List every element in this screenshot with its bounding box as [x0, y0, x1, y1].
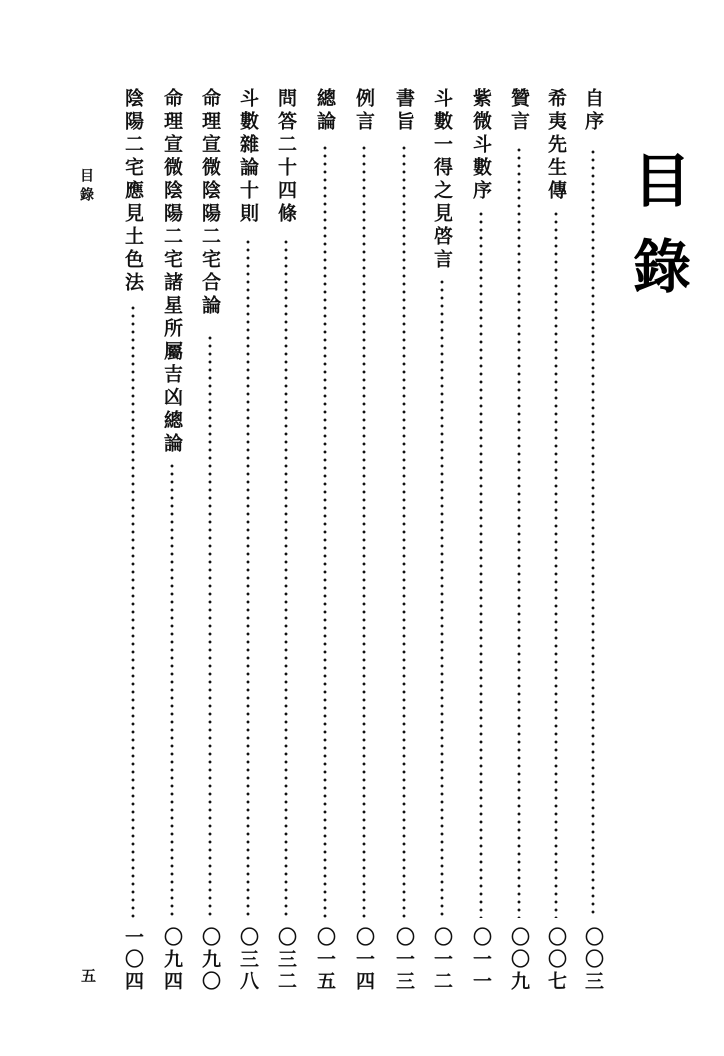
page-number: 五: [79, 968, 97, 983]
toc-entry-title: 希夷先生傳: [545, 88, 567, 203]
dot-leader: [131, 304, 135, 918]
toc-entry: [118, 88, 148, 993]
toc-entry: [233, 88, 263, 993]
toc-entry: [578, 88, 608, 993]
toc-entry: [541, 88, 571, 993]
toc-entry: [427, 88, 457, 993]
toc-entry: [349, 88, 379, 993]
toc-entry-page: 〇九〇: [199, 927, 221, 993]
toc-entry-page: 〇一一: [470, 927, 492, 993]
toc-entry-page: 〇九四: [161, 927, 183, 993]
toc-entry-page: 〇一五: [314, 927, 336, 993]
dot-leader: [323, 144, 327, 918]
toc-entry: [466, 88, 496, 993]
toc-list: [0, 88, 724, 993]
dot-leader: [402, 144, 406, 918]
running-header: 目錄: [78, 168, 94, 206]
toc-entry-page: 〇〇七: [545, 927, 567, 993]
toc-entry: [271, 88, 301, 993]
dot-leader: [170, 462, 174, 918]
toc-entry-title: 贊言: [508, 88, 530, 134]
dot-leader: [362, 144, 366, 918]
toc-entry-page: 〇三八: [237, 927, 259, 993]
toc-entry-title: 命理宣微陰陽二宅諸星所屬吉凶總論: [161, 88, 183, 456]
page-title: 目錄: [623, 150, 691, 322]
dot-leader: [208, 334, 212, 918]
toc-entry: [157, 88, 187, 993]
toc-entry-page: 〇一二: [431, 927, 453, 993]
toc-entry: [504, 88, 534, 993]
toc-entry-page: 〇〇九: [508, 927, 530, 993]
toc-entry-title: 問答二十四條: [275, 88, 297, 226]
dot-leader: [517, 146, 521, 918]
toc-entry: [389, 88, 419, 993]
toc-entry-page: 〇〇三: [582, 927, 604, 993]
dot-leader: [479, 210, 483, 918]
toc-entry-title: 斗數雜論十則: [237, 88, 259, 226]
toc-entry-page: 〇一四: [353, 927, 375, 993]
toc-entry-page: 〇三二: [275, 927, 297, 993]
toc-entry-page: 〇一三: [393, 927, 415, 993]
toc-entry: [195, 88, 225, 993]
dot-leader: [554, 210, 558, 918]
toc-entry-title: 例言: [353, 88, 375, 134]
toc-entry: [310, 88, 340, 993]
toc-entry-title: 斗數一得之見啓言: [431, 88, 453, 272]
toc-entry-title: 自序: [582, 88, 604, 134]
toc-entry-title: 紫微斗數序: [470, 88, 492, 203]
toc-entry-title: 書旨: [393, 88, 415, 134]
dot-leader: [591, 148, 595, 918]
toc-entry-title: 總論: [314, 88, 336, 134]
toc-entry-page: 一〇四: [122, 927, 144, 993]
dot-leader: [284, 238, 288, 918]
toc-entry-title: 陰陽二宅應見土色法: [122, 88, 144, 295]
dot-leader: [246, 238, 250, 918]
toc-entry-title: 命理宣微陰陽二宅合論: [199, 88, 221, 318]
dot-leader: [440, 278, 444, 918]
